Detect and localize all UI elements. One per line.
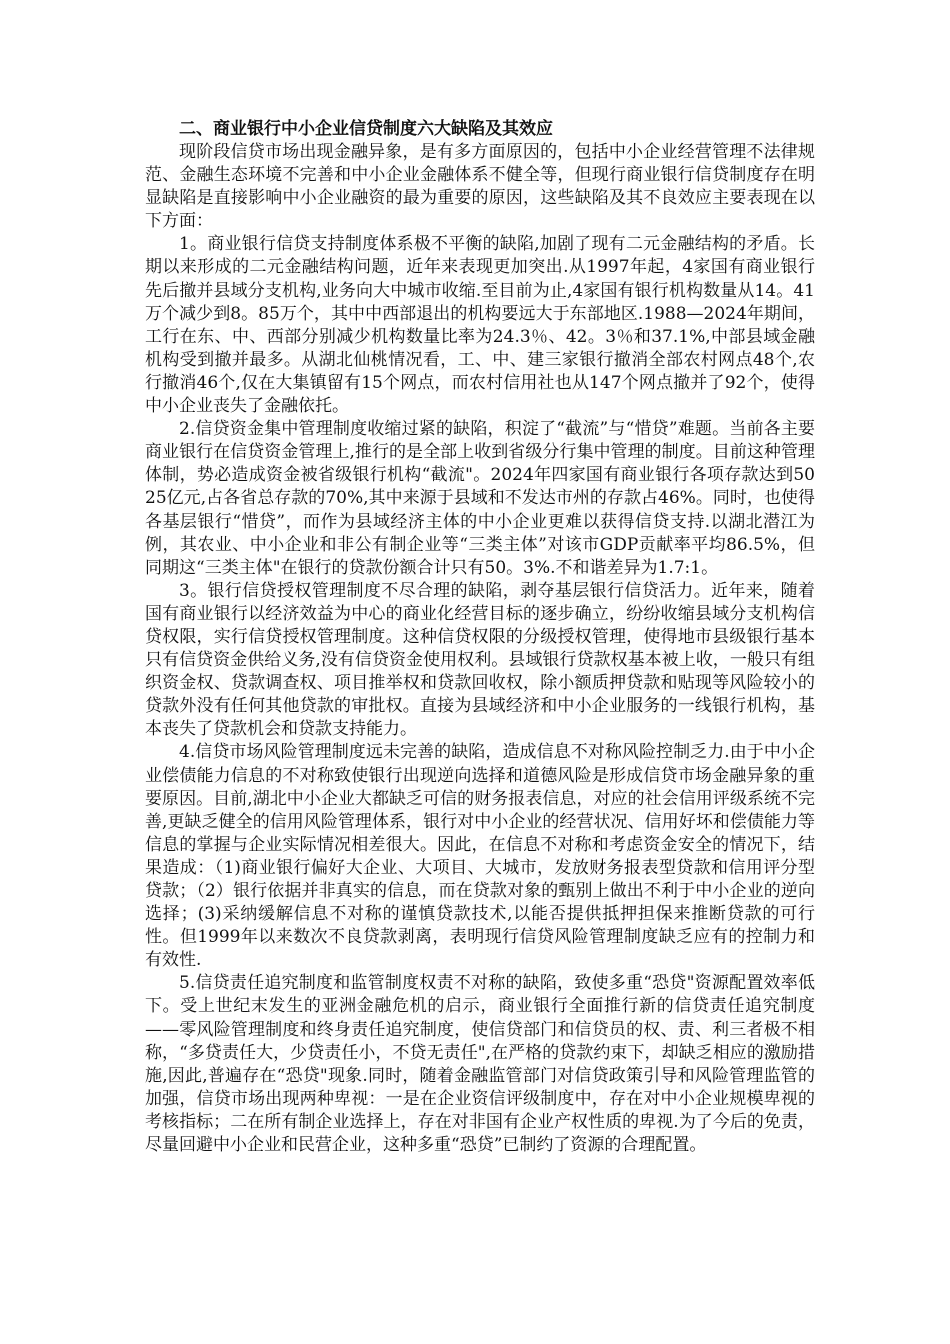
paragraph-4: 4.信贷市场风险管理制度远未完善的缺陷，造成信息不对称风险控制乏力.由于中小企业偿债能力信息的不对称致使银行出现逆向选择和道德风险是形成信贷市场金融异象的重要原因。目前,湖北中小企业大都缺乏可信的财务报表信息，对应的社会信用评级系统不完善,更缺乏健全的信用风险管理体系，银行对中小企业的经营状况、信用好坏和偿债能力等信息的掌握与企业实际情况相差很大。因此，在信息不对称和考虑资金安全的情况下，结果造成：（1)商业银行偏好大企业、大项目、大城市，发放财务报表型贷款和信用评分型贷款；（2）银行依据并非真实的信息，而在贷款对象的甄别上做出不利于中小企业的逆向选择；(3)采纳缓解信息不对称的谨慎贷款技术,以能否提供抵押担保来推断贷款的可行性。但1999年以来数次不良贷款剥离，表明现行信贷风险管理制度缺乏应有的控制力和有效性. <box>145 742 815 971</box>
paragraph-2: 2.信贷资金集中管理制度收缩过紧的缺陷，积淀了“截流”与“惜贷”难题。当前各主要商业银行在信贷资金管理上,推行的是全部上收到省级分行集中管理的制度。目前这种管理体制，势必造成资金被省级银行机构“截流"。2024年四家国有商业银行各项存款达到5025亿元,占各省总存款的70%,其中来源于县域和不发达市州的存款占46%。同时，也使得各基层银行“惜贷”，而作为县域经济主体的中小企业更难以获得信贷支持.以湖北潜江为例，其农业、中小企业和非公有制企业等“三类主体”对该市GDP贡献率平均86.5%，但同期这“三类主体"在银行的贷款份额合计只有50。3%.不和谐差异为1.7:1。 <box>145 419 815 578</box>
document-body <box>145 117 815 1157</box>
paragraph-1: 1。商业银行信贷支持制度体系极不平衡的缺陷,加剧了现有二元金融结构的矛盾。长期以来形成的二元金融结构问题，近年来表现更加突出.从1997年起，4家国有商业银行先后撤并县域分支机构,业务向大中城市收缩.至目前为止,4家国有银行机构数量从14。41万个减少到8。85万个，其中中西部退出的机构要远大于东部地区.1988—2024年期间，工行在东、中、西部分别减少机构数量比率为24.3％、42。3％和37.1%,中部县域金融机构受到撤并最多。从湖北仙桃情况看，工、中、建三家银行撤消全部农村网点48个,农行撤消46个,仅在大集镇留有15个网点，而农村信用社也从147个网点撤并了92个，使得中小企业丧失了金融依托。 <box>145 234 815 417</box>
paragraph-5: 5.信贷责任追究制度和监管制度权责不对称的缺陷，致使多重“恐贷"资源配置效率低下。受上世纪末发生的亚洲金融危机的启示，商业银行全面推行新的信贷责任追究制度——零风险管理制度和终身责任追究制度，使信贷部门和信贷员的权、责、利三者极不相称，“多贷责任大，少贷责任小，不贷无责任",在严格的贷款约束下，却缺乏相应的激励措施,因此,普遍存在“恐贷"现象.同时，随着金融监管部门对信贷政策引导和风险管理监管的加强，信贷市场出现两种卑视：一是在企业资信评级制度中，存在对中小企业规模卑视的考核指标；二在所有制企业选择上，存在对非国有企业产权性质的卑视.为了今后的免责，尽量回避中小企业和民营企业，这种多重“恐贷”已制约了资源的合理配置。 <box>145 973 815 1156</box>
paragraph-intro: 现阶段信贷市场出现金融异象，是有多方面原因的，包括中小企业经营管理不法律规范、金融生态环境不完善和中小企业金融体系不健全等，但现行商业银行信贷制度存在明显缺陷是直接影响中小企业融资的最为重要的原因，这些缺陷及其不良效应主要表现在以下方面： <box>145 142 815 232</box>
section-heading: 二、商业银行中小企业信贷制度六大缺陷及其效应 <box>179 119 553 139</box>
paragraph-3: 3。银行信贷授权管理制度不尽合理的缺陷，剥夺基层银行信贷活力。近年来，随着国有商业银行以经济效益为中心的商业化经营目标的逐步确立，纷纷收缩县域分支机构信贷权限，实行信贷授权管理制度。这种信贷权限的分级授权管理，使得地市县级银行基本只有信贷资金供给义务,没有信贷资金使用权利。县域银行贷款权基本被上收，一般只有组织资金权、贷款调查权、项目推举权和贷款回收权，除小额质押贷款和贴现等风险较小的贷款外没有任何其他贷款的审批权。直接为县域经济和中小企业服务的一线银行机构，基本丧失了贷款机会和贷款支持能力。 <box>145 580 815 740</box>
